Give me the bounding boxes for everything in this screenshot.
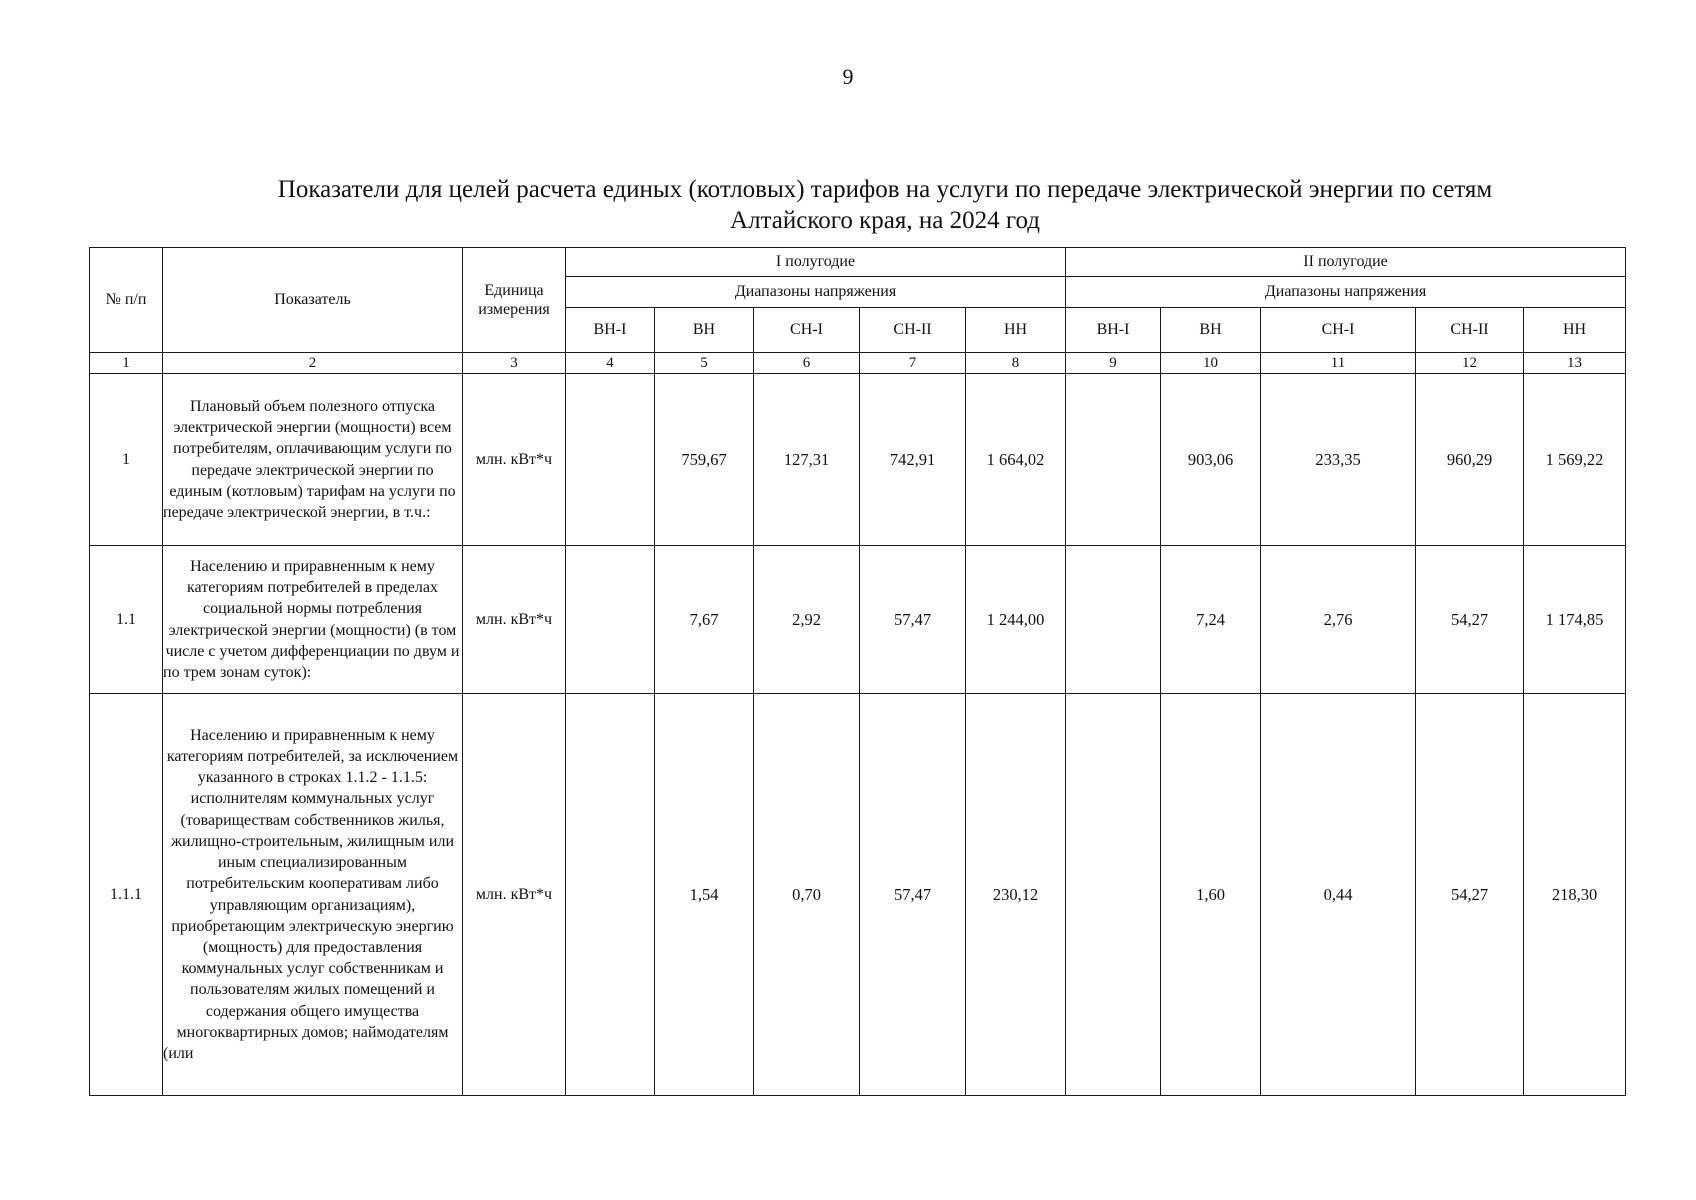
value-cell: 0,70 (754, 694, 860, 1096)
indicator-text: Населению и приравненным к нему категориям потребителей, за исключением указанного в строках 1.1.2 - 1.1.5: исполнителям коммунальных услуг (товариществам собственников жилья, жилищно-строительным, жилищным или иным специализированным потребительским кооперативам либо управляющим организациям), приобретающим электрическую энергию (мощность) для предоставления коммунальных услуг собственникам и пользователям жилых помещений и содержания общего имущества многоквартирных домов; наймодателям (или (163, 694, 463, 1096)
table-row (90, 694, 1626, 1096)
value-cell: 1 569,22 (1524, 374, 1626, 546)
header-level: СН-II (1416, 308, 1524, 353)
column-index: 9 (1066, 353, 1161, 374)
indicator-text: Населению и приравненным к нему категориям потребителей в пределах социальной нормы потребления электрической энергии (мощности) (в том числе с учетом дифференциации по двум и по трем зонам суток): (163, 546, 463, 694)
unit-cell: млн. кВт*ч (463, 546, 566, 694)
row-number: 1 (90, 374, 163, 546)
value-cell: 54,27 (1416, 694, 1524, 1096)
column-index: 5 (655, 353, 754, 374)
value-cell (566, 374, 655, 546)
header-voltage-ranges-h2: Диапазоны напряжения (1066, 277, 1626, 308)
column-index: 1 (90, 353, 163, 374)
tariff-indicators-table (89, 247, 1626, 1096)
unit-cell: млн. кВт*ч (463, 694, 566, 1096)
value-cell: 2,92 (754, 546, 860, 694)
value-cell: 7,67 (655, 546, 754, 694)
value-cell (566, 546, 655, 694)
value-cell: 1,60 (1161, 694, 1261, 1096)
title-line-1: Показатели для целей расчета единых (котловых) тарифов на услуги по передаче электрической энергии по сетям (277, 176, 1493, 203)
header-unit: Единица измерения (463, 248, 566, 353)
value-cell: 7,24 (1161, 546, 1261, 694)
header-level: ВН-I (1066, 308, 1161, 353)
header-indicator: Показатель (163, 248, 463, 353)
value-cell: 1,54 (655, 694, 754, 1096)
indicator-text: Плановый объем полезного отпуска электрической энергии (мощности) всем потребителям, оплачивающим услуги по передаче электрической энергии по единым (котловым) тарифам на услуги по передаче электрической энергии, в т.ч.: (163, 374, 463, 546)
column-index: 4 (566, 353, 655, 374)
table-row (90, 546, 1626, 694)
header-level: НН (1524, 308, 1626, 353)
column-index: 2 (163, 353, 463, 374)
header-level: ВН-I (566, 308, 655, 353)
column-index: 6 (754, 353, 860, 374)
value-cell: 903,06 (1161, 374, 1261, 546)
header-row-halves (90, 248, 1626, 277)
value-cell: 759,67 (655, 374, 754, 546)
column-index: 10 (1161, 353, 1261, 374)
table-row (90, 374, 1626, 546)
title-line-2: Алтайского края, на 2024 год (730, 207, 1040, 234)
value-cell (1066, 694, 1161, 1096)
document-title (150, 174, 1620, 236)
header-level: СН-II (860, 308, 966, 353)
value-cell (1066, 546, 1161, 694)
column-index: 3 (463, 353, 566, 374)
value-cell: 57,47 (860, 546, 966, 694)
page-number: 9 (842, 64, 854, 89)
column-index: 7 (860, 353, 966, 374)
row-number: 1.1.1 (90, 694, 163, 1096)
header-voltage-ranges-h1: Диапазоны напряжения (566, 277, 1066, 308)
header-half-1: I полугодие (566, 248, 1066, 277)
header-level: СН-I (1261, 308, 1416, 353)
value-cell: 233,35 (1261, 374, 1416, 546)
value-cell: 960,29 (1416, 374, 1524, 546)
value-cell: 230,12 (966, 694, 1066, 1096)
unit-cell: млн. кВт*ч (463, 374, 566, 546)
value-cell: 1 664,02 (966, 374, 1066, 546)
value-cell: 1 174,85 (1524, 546, 1626, 694)
column-index: 8 (966, 353, 1066, 374)
row-number: 1.1 (90, 546, 163, 694)
header-level: НН (966, 308, 1066, 353)
value-cell (566, 694, 655, 1096)
value-cell: 54,27 (1416, 546, 1524, 694)
column-index-row (90, 353, 1626, 374)
header-half-2: II полугодие (1066, 248, 1626, 277)
header-level: ВН (655, 308, 754, 353)
value-cell: 57,47 (860, 694, 966, 1096)
column-index: 13 (1524, 353, 1626, 374)
header-row-no: № п/п (90, 248, 163, 353)
value-cell: 0,44 (1261, 694, 1416, 1096)
column-index: 12 (1416, 353, 1524, 374)
value-cell: 2,76 (1261, 546, 1416, 694)
header-level: ВН (1161, 308, 1261, 353)
column-index: 11 (1261, 353, 1416, 374)
value-cell: 127,31 (754, 374, 860, 546)
value-cell (1066, 374, 1161, 546)
value-cell: 742,91 (860, 374, 966, 546)
value-cell: 218,30 (1524, 694, 1626, 1096)
value-cell: 1 244,00 (966, 546, 1066, 694)
header-level: СН-I (754, 308, 860, 353)
